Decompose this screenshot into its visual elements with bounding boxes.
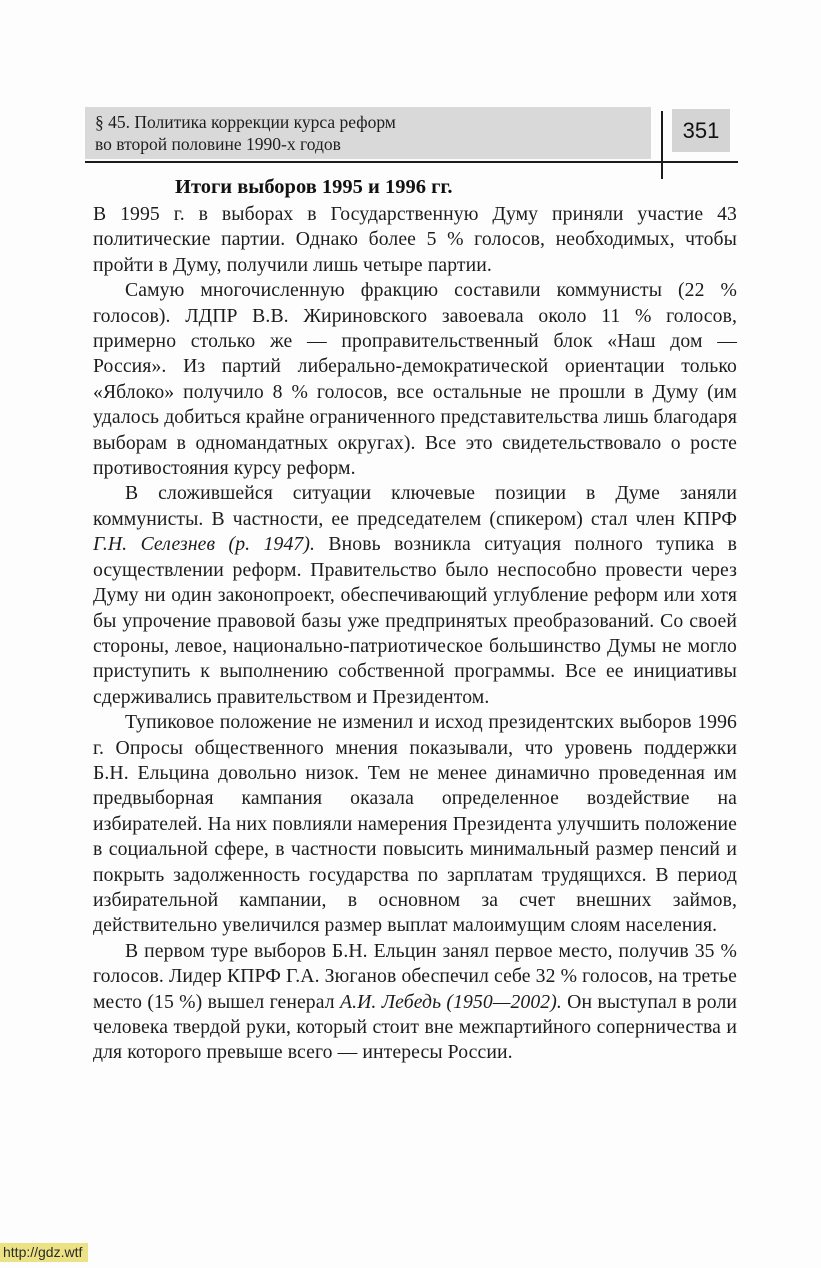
text-segment: Самую многочисленную фракцию составили коммунисты (22 % голосов). ЛДПР В.В. Жириновского завоевала около 11 % голосов, примерно столько же — проправительственный блок «Наш дом — Россия». Из партий либерально-демократической ориентации только «Яблоко» получило 8 % голосов, все остальные не прошли в Думу (им удалось добиться крайне ограниченного представительства лишь благодаря выборам в одномандатных округах). Все это свидетельствовало о росте противостояния курсу реформ.	[93, 279, 737, 480]
paragraph	[93, 278, 737, 481]
text-segment: Вновь возникла ситуация полного тупика в осуществлении реформ. Правительство было неспособно провести через Думу ни один законопроект, обеспечивающий углубление реформ или хотя бы упрочение правовой базы уже предпринятых преобразований. Со своей стороны, левое, национально-патриотическое большинство Думы не могло приступить к выполнению собственной программы. Все ее инициативы сдерживались правительством и Президентом.	[93, 533, 738, 708]
text-segment: Он выступал в роли человека твердой руки, который стоит вне межпартийного соперничества и для которого превыше всего — интересы России.	[93, 990, 737, 1064]
italic-text-segment: А.И. Лебедь (1950—2002).	[339, 990, 562, 1013]
page-number: 351	[682, 117, 720, 143]
paragraph	[93, 939, 737, 1066]
text-segment: В первом туре выборов Б.Н. Ельцин занял первое место, получив 35 % голосов. Лидер КПРФ Г.А. Зюганов обеспечил себе 32 % голосов, на третье место (15 %) вышел генерал	[93, 939, 737, 1013]
body-text	[93, 202, 737, 1066]
paragraph	[93, 710, 737, 939]
watermark-url: http://gdz.wtf	[0, 1243, 88, 1262]
italic-text-segment: Г.Н. Селезнев (р. 1947).	[93, 533, 316, 556]
page-number-box	[672, 109, 730, 152]
paragraph	[93, 202, 737, 278]
text-segment: В сложившейся ситуации ключевые позиции в Думе заняли коммунисты. В частности, ее председателем (спикером) стал член КПРФ	[93, 482, 737, 530]
paragraph	[93, 481, 737, 710]
header-horizontal-rule	[85, 161, 738, 163]
section-title: Итоги выборов 1995 и 1996 гг.	[175, 176, 453, 198]
text-segment: В 1995 г. в выборах в Государственную Думу приняли участие 43 политические партии. Однако более 5 % голосов, необходимых, чтобы пройти в Думу, получили лишь четыре партии.	[93, 203, 737, 276]
section-header-line2: во второй половине 1990-х годов	[95, 134, 341, 154]
text-segment: Тупиковое положение не изменил и исход президентских выборов 1996 г. Опросы общественного мнения показывали, что уровень поддержки Б.Н. Ельцина довольно низок. Тем не менее динамично проведенная им предвыборная кампания оказала определенное воздействие на избирателей. На них повлияли намерения Президента улучшить положение в социальной сфере, в частности повысить минимальный размер пенсий и покрыть задолженность государства по зарплатам трудящихся. В период избирательной кампании, в основном за счет внешних займов, действительно увеличился размер выплат малоимущим слоям населения.	[93, 711, 737, 937]
section-header-box	[85, 107, 651, 159]
header-vertical-rule	[661, 111, 663, 179]
section-header-line1: § 45. Политика коррекции курса реформ	[95, 112, 396, 132]
